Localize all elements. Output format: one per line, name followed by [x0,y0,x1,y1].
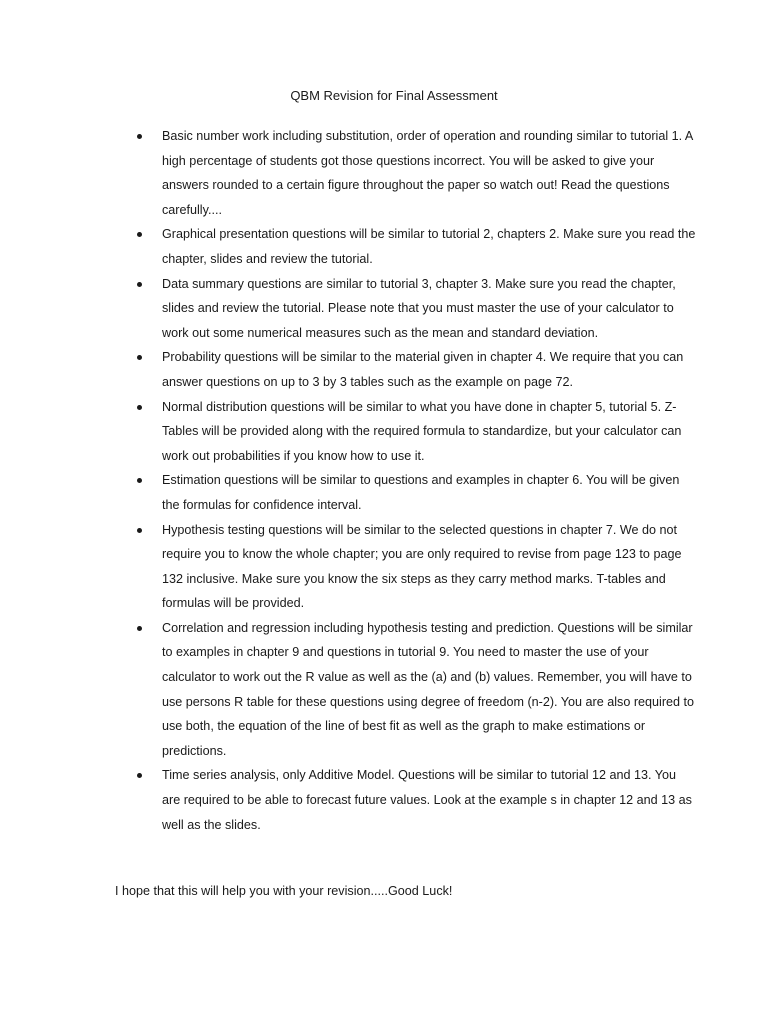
topic-data-summary [134,272,696,346]
topic-normal-distribution [134,395,696,469]
topic-hypothesis-testing [134,518,696,616]
closing-remark: I hope that this will help you with your revision.....Good Luck! [115,884,453,898]
topic-basic-number-work [134,124,696,222]
topic-text: Basic number work including substitution, order of operation and rounding similar to tutorial 1. A high percentage of students got those questions incorrect. You will be asked to give your answers rounded to a certain figure throughout the paper so watch out! Read the questions carefully.... [162,129,693,217]
topic-text: Estimation questions will be similar to questions and examples in chapter 6. You will be given the formulas for confidence interval. [162,473,680,512]
topic-time-series [134,763,696,837]
topic-text: Probability questions will be similar to the material given in chapter 4. We require that you can answer questions on up to 3 by 3 tables such as the example on page 72. [162,350,684,389]
topic-text: Time series analysis, only Additive Model. Questions will be similar to tutorial 12 and 13. You are required to be able to forecast future values. Look at the example s in chapter 12 and 13 as well as the slides. [162,768,692,832]
bullet-icon [137,282,142,287]
topic-text: Data summary questions are similar to tutorial 3, chapter 3. Make sure you read the chapter, slides and review the tutorial. Please note that you must master the use of your calculator to work out some numerical measures such as the mean and standard deviation. [162,276,676,340]
bullet-icon [137,405,142,410]
topic-text: Normal distribution questions will be similar to what you have done in chapter 5, tutorial 5. Z-Tables will be provided along with the required formula to standardize, but your calculator can work out probabilities if you know how to use it. [162,399,682,463]
bullet-icon [137,626,142,631]
document-title: QBM Revision for Final Assessment [290,88,498,103]
bullet-icon [137,773,142,778]
bullet-icon [137,528,142,533]
bullet-icon [137,355,142,360]
topic-text: Hypothesis testing questions will be similar to the selected questions in chapter 7. We do not require you to know the whole chapter; you are only required to revise from page 123 to page 132 inclusive. Make sure you know the six steps as they carry method marks. T-tables and formulas will be provided. [162,522,682,611]
bullet-icon [137,232,142,237]
topic-correlation-regression [134,616,696,764]
bullet-icon [137,134,142,139]
revision-topic-list [134,124,696,837]
topic-text: Graphical presentation questions will be similar to tutorial 2, chapters 2. Make sure you read the chapter, slides and review the tutorial. [162,227,696,266]
topic-text: Correlation and regression including hypothesis testing and prediction. Questions will be similar to examples in chapter 9 and questions in tutorial 9. You need to master the use of your calculator to work out the R value as well as the (a) and (b) values. Remember, you will have to use persons R table for these questions using degree of freedom (n-2). You are also required to use both, the equation of the line of best fit as well as the graph to make estimations or predictions. [162,620,695,758]
topic-estimation [134,468,696,517]
topic-probability [134,345,696,394]
bullet-icon [137,478,142,483]
topic-graphical-presentation [134,222,696,271]
